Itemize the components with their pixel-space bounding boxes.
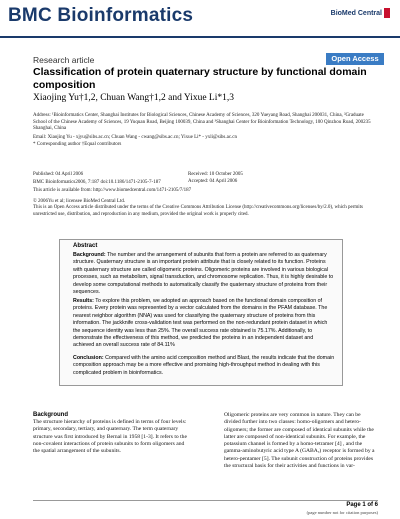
abstract-results-text: To explore this problem, we adopted an approach based on the functional domain composition of proteins. Every protein was represented by a vector calculated from the domains in the PFAM database. The nearest neighbor algorithm (NNA) was used for classifying the quaternary structure of proteins from this information. The jackknife cross-validation test was performed on the non-redundant protein dataset in which the sequence identity was less than 25%. The overall success rate obtained is 75.17%. Additionally, to demonstrate the effectiveness of this method, we predicted the proteins in an independent dataset and achieved an overall success rate of 84.11% [73,298,328,349]
publisher-logo [331,8,390,18]
accepted-date: Accepted: 04 April 2006 [188,179,238,184]
corresponding-note: * Corresponding author †Equal contributors [33,142,122,147]
article-type: Research article [33,55,95,65]
logo-mark-icon [384,8,390,18]
copyright: © 2006Yu et al; licensee BioMed Central Ltd. [33,199,126,204]
emails: Email: Xiaojing Yu - xjyu@sibs.ac.cn; Chuan Wang - cwang@sibs.ac.cn; Yixue Li* - yxli@sibs.ac.cn [33,135,238,140]
article-url[interactable]: This article is available from: http://www.biomedcentral.com/1471-2105/7/187 [33,188,192,193]
page-note: (page number not for citation purposes) [306,510,378,515]
license-text: This is an Open Access article distributed under the terms of the Creative Commons Attribution License (http://creativecommons.org/licenses/by/2.0), which permits unrestricted use, distribution, and reproduction in any medium, provided the original work is properly cited. [33,205,363,217]
body-column-left: The structure hierarchy of proteins is defined in terms of four levels: primary, secondary, tertiary, and quaternary. The term quaternary structure was first introduced by Bernal in 1958 [1-3]. It refers to the non-covalent interactions of protein subunits to form oligomers and the spatial arrangement of the subunits. [33,419,187,455]
header-rule [0,36,400,38]
abstract-background-label: Background: [73,252,106,258]
article-title: Classification of protein quaternary structure by functional domain composition [33,66,367,91]
body-column-right: Oligomeric proteins are very common in nature. They can be divided further into two classes: homo-oligomers and hetero-oligomers; the former are composed of identical subunits while the latter are composed of non-identical subunits. For example, the potassium channel is formed by a homo-tetramer [4] , and the gamma-aminobutyric acid type A (GABAₐ) receptor is formed by a hetero-pentamer [5]. The subunit construction of proteins provides the structural basis for their activities and functions in var- [224,412,375,470]
journal-title: BMC Bioinformatics [8,5,194,26]
citation: BMC Bioinformatics2006, 7:187 doi:10.1186/1471-2105-7-187 [33,180,161,185]
abstract-results-label: Results: [73,298,94,304]
authors: Xiaojing Yu†1,2, Chuan Wang†1,2 and Yixue Li*1,3 [33,93,235,103]
abstract-results [73,298,335,350]
journal-header [0,0,400,36]
page-number: Page 1 of 6 [346,502,378,508]
affiliations: Address: ¹Bioinformatics Center, Shanghai Institutes for Biological Sciences, Chinese Academy of Sciences, 320 Yueyang Road, Shanghai 200031, China, ²Graduate School of the Chinese Academy of Sciences, 19 Yuquan Road, Beijing 100039, China and ³Shanghai Center for Bioinformation Technology, 100 Qinzhou Road, 200235 Shanghai, China [33,113,371,131]
published-date: Published: 04 April 2006 [33,172,84,177]
footer-rule [33,500,378,501]
background-heading: Background [33,412,69,418]
abstract-background [73,252,335,296]
abstract-conclusion [73,355,335,377]
abstract-conclusion-text: Compared with the amino acid composition method and Blast, the results indicate that the domain composition approach may be a more effective and promising high-throughput method in dealing with this complicated problem in bioinformatics. [73,355,335,376]
abstract-heading: Abstract [73,243,98,249]
open-access-badge: Open Access [326,53,384,65]
abstract-conclusion-label: Conclusion: [73,355,104,361]
abstract-background-text: The number and the arrangement of subunits that form a protein are referred to as quaternary structure. Quaternary structure is an important protein attribute that is closely related to its function. Proteins with quaternary structure are called oligomeric proteins. Oligomeric proteins are involved in various biological processes, such as metabolism, signal transduction, and chromosome replication. Thus, it is highly desirable to develop some computational methods to automatically classify the quaternary structure of proteins from their sequences. [73,252,334,296]
publisher-logo-text: BioMed Central [330,9,382,17]
received-date: Received: 10 October 2005 [188,172,243,177]
